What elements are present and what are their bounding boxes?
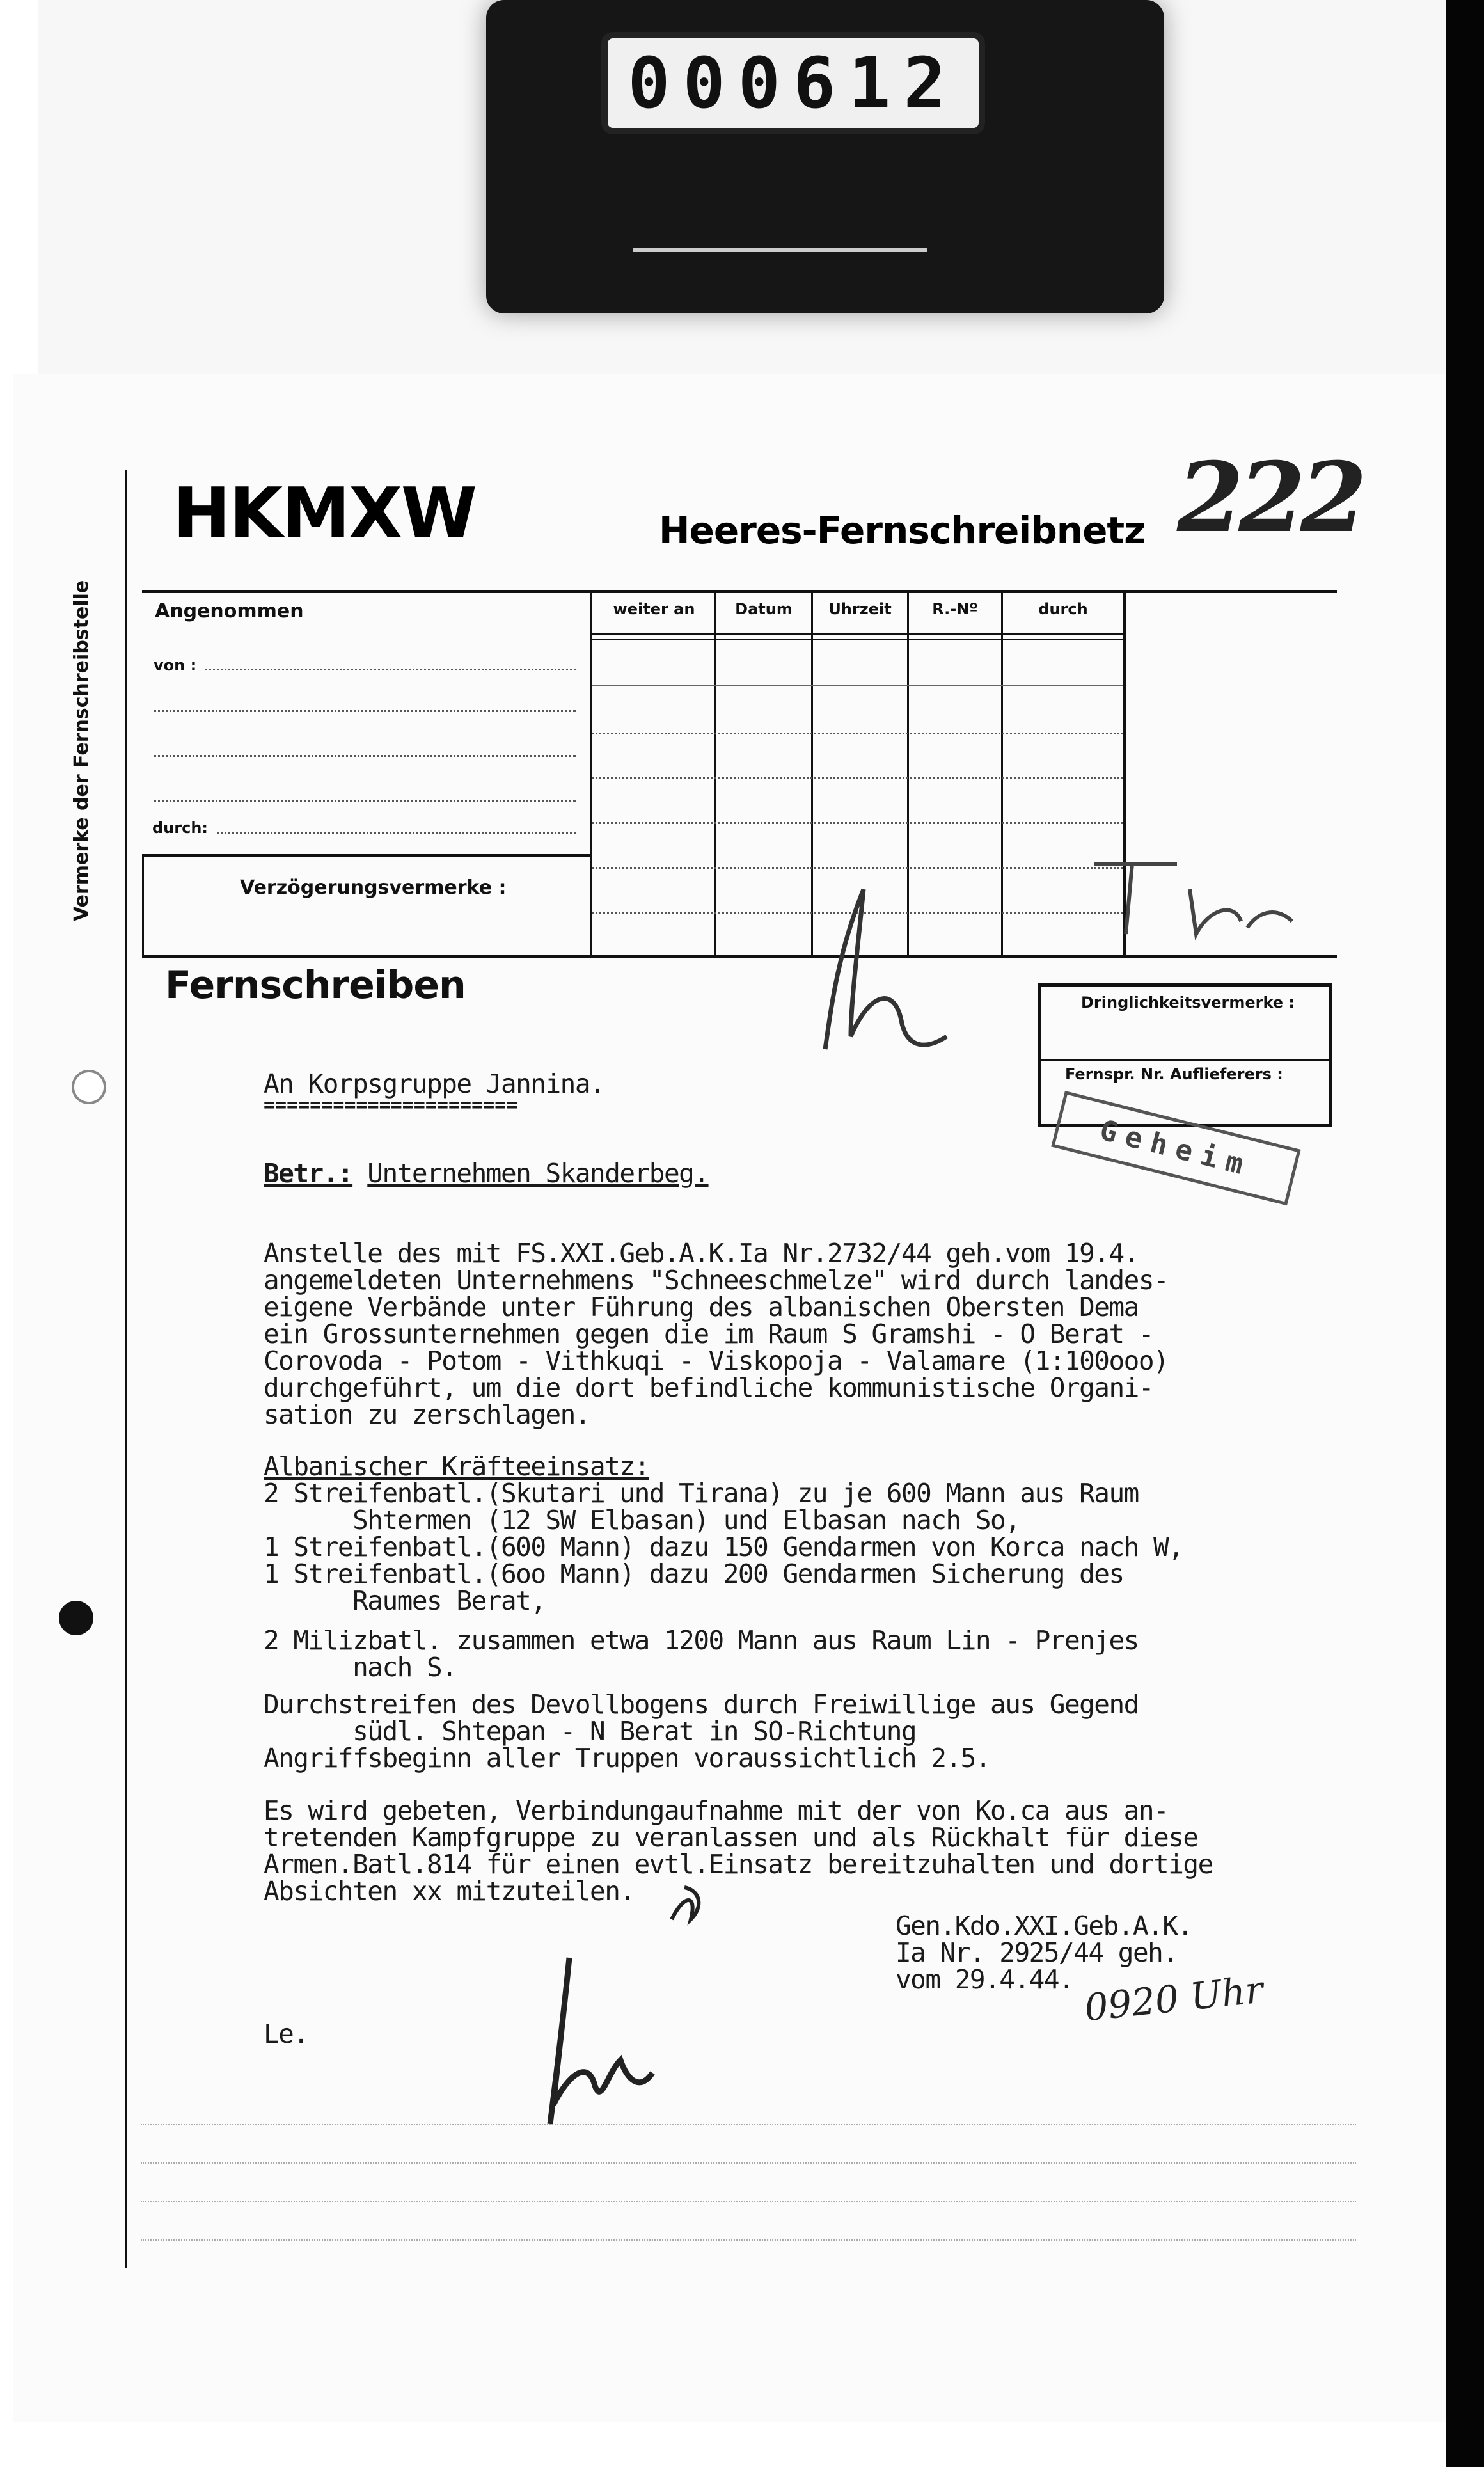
from-line-4 xyxy=(154,800,576,802)
frame-counter-number: 000612 xyxy=(628,42,959,124)
empty-line xyxy=(141,2201,1356,2202)
column-header-rule xyxy=(590,633,1123,635)
punch-hole-bottom xyxy=(59,1601,93,1635)
table-row-line xyxy=(592,733,1123,734)
signature-block-line: Ia Nr. 2925/44 geh. xyxy=(896,1937,1178,1968)
subject-line xyxy=(264,1158,709,1189)
paragraph1-line: ein Grossunternehmen gegen die im Raum S Gramshi - O Berat - xyxy=(264,1319,1154,1349)
column-header-forward: weiter an xyxy=(613,600,695,618)
from-line xyxy=(205,669,576,670)
forces-line: 2 Streifenbatl.(Skutari und Tirana) zu je 600 Mann aus Raum xyxy=(264,1478,1139,1509)
subject-label: Betr.: xyxy=(264,1158,353,1189)
table-row-line xyxy=(592,685,1123,686)
header-rule xyxy=(142,590,1337,593)
table-row-line xyxy=(592,777,1123,779)
column-divider-1 xyxy=(590,590,592,956)
paragraph1-line: durchgeführt, um die dort befindliche kommunistische Organi- xyxy=(264,1372,1154,1403)
scan-edge xyxy=(1446,0,1484,2467)
column-header-time: Uhrzeit xyxy=(828,600,892,618)
vertical-label: Vermerke der Fernschreibstelle xyxy=(70,580,93,921)
paragraph2-line: Absichten xx mitzuteilen. xyxy=(264,1876,635,1907)
paragraph1-line: Corovoda - Potom - Vithkuqi - Viskopoja - Valamare (1:100ooo) xyxy=(264,1345,1169,1376)
column-divider-5 xyxy=(1001,590,1003,956)
initials: Le. xyxy=(264,2019,308,2049)
delay-label: Verzögerungsvermerke : xyxy=(240,877,507,899)
frame-counter-window xyxy=(601,32,985,134)
from-line-2 xyxy=(154,710,576,712)
receipt-divider xyxy=(142,854,590,857)
forces-line: 1 Streifenbatl.(600 Mann) dazu 150 Gendarmen von Korca nach W, xyxy=(264,1532,1183,1562)
forces-line: Angriffsbeginn aller Truppen voraussichtlich 2.5. xyxy=(264,1743,991,1773)
column-header-number: R.-Nº xyxy=(932,600,978,618)
from-label: von : xyxy=(154,656,197,674)
left-margin-line xyxy=(125,470,127,2268)
signature-block-line: Gen.Kdo.XXI.Geb.A.K. xyxy=(896,1910,1192,1941)
forces-line: nach S. xyxy=(264,1652,457,1683)
empty-line xyxy=(141,2239,1356,2241)
handwritten-time: 0920 Uhr xyxy=(1082,1967,1265,2030)
counter-slot xyxy=(633,237,928,252)
forces-line: 1 Streifenbatl.(6oo Mann) dazu 200 Gendarmen Sicherung des xyxy=(264,1559,1124,1589)
urgency-label: Dringlichkeitsvermerke : xyxy=(1081,994,1295,1011)
paragraph1-line: angemeldeten Unternehmens "Schneeschmelze" wird durch landes- xyxy=(264,1265,1169,1296)
paragraph1-line: eigene Verbände unter Führung des albanischen Obersten Dema xyxy=(264,1292,1139,1322)
delay-box-left xyxy=(142,854,144,956)
paragraph1-line: sation zu zerschlagen. xyxy=(264,1399,590,1430)
paragraph2-line: Armen.Batl.814 für einen evtl.Einsatz bereitzuhalten und dortige xyxy=(264,1849,1213,1880)
punch-hole-top xyxy=(72,1070,106,1104)
subject-text: Unternehmen Skanderbeg. xyxy=(367,1158,709,1189)
table-row-line xyxy=(592,822,1123,824)
secret-stamp-text: Geheim xyxy=(1096,1113,1256,1183)
network-title: Heeres-Fernschreibnetz xyxy=(659,509,1145,552)
forces-line: 2 Milizbatl. zusammen etwa 1200 Mann aus Raum Lin - Prenjes xyxy=(264,1625,1139,1656)
forces-line: südl. Shtepan - N Berat in SO-Richtung xyxy=(264,1716,917,1747)
forces-line: Durchstreifen des Devollbogens durch Freiwillige aus Gegend xyxy=(264,1689,1139,1720)
signature-block-line: vom 29.4.44. xyxy=(896,1964,1074,1995)
empty-line xyxy=(141,2124,1356,2125)
paragraph2-line: Es wird gebeten, Verbindungaufnahme mit der von Ko.ca aus an- xyxy=(264,1795,1169,1826)
urgency-divider xyxy=(1038,1059,1332,1061)
forces-heading: Albanischer Kräfteeinsatz: xyxy=(264,1451,649,1482)
forces-line: Shtermen (12 SW Elbasan) und Elbasan nach So, xyxy=(264,1505,1020,1535)
handwritten-checkmark xyxy=(665,1881,710,1932)
recipient-underline: ====================== xyxy=(264,1094,518,1116)
column-divider-2 xyxy=(714,590,716,956)
from-line-3 xyxy=(154,755,576,757)
column-header-via: durch xyxy=(1038,600,1088,618)
phone-label: Fernspr. Nr. Auflieferers : xyxy=(1065,1065,1283,1083)
table-row-line xyxy=(592,867,1123,869)
form-title: Fernschreiben xyxy=(165,963,466,1008)
handwritten-mark-n xyxy=(812,877,959,1062)
paragraph2-line: tretenden Kampfgruppe zu veranlassen und als Rückhalt für diese xyxy=(264,1822,1198,1853)
recipient-line: An Korpsgruppe Jannina. xyxy=(264,1068,605,1099)
forces-line: Raumes Berat, xyxy=(264,1585,546,1616)
received-label: Angenommen xyxy=(155,600,304,623)
paragraph1-line: Anstelle des mit FS.XXI.Geb.A.K.Ia Nr.2732/44 geh.vom 19.4. xyxy=(264,1238,1139,1269)
via-label: durch: xyxy=(152,819,209,837)
column-header-rule-2 xyxy=(590,639,1123,640)
handwritten-mark-te xyxy=(1087,851,1298,947)
column-header-date: Datum xyxy=(735,600,793,618)
empty-line xyxy=(141,2162,1356,2164)
handwritten-signature xyxy=(525,1945,691,2130)
form-bottom-rule xyxy=(142,955,1337,958)
header-code: HKMXW xyxy=(173,473,476,553)
via-line xyxy=(217,832,576,834)
message-number: 222 xyxy=(1177,441,1362,554)
